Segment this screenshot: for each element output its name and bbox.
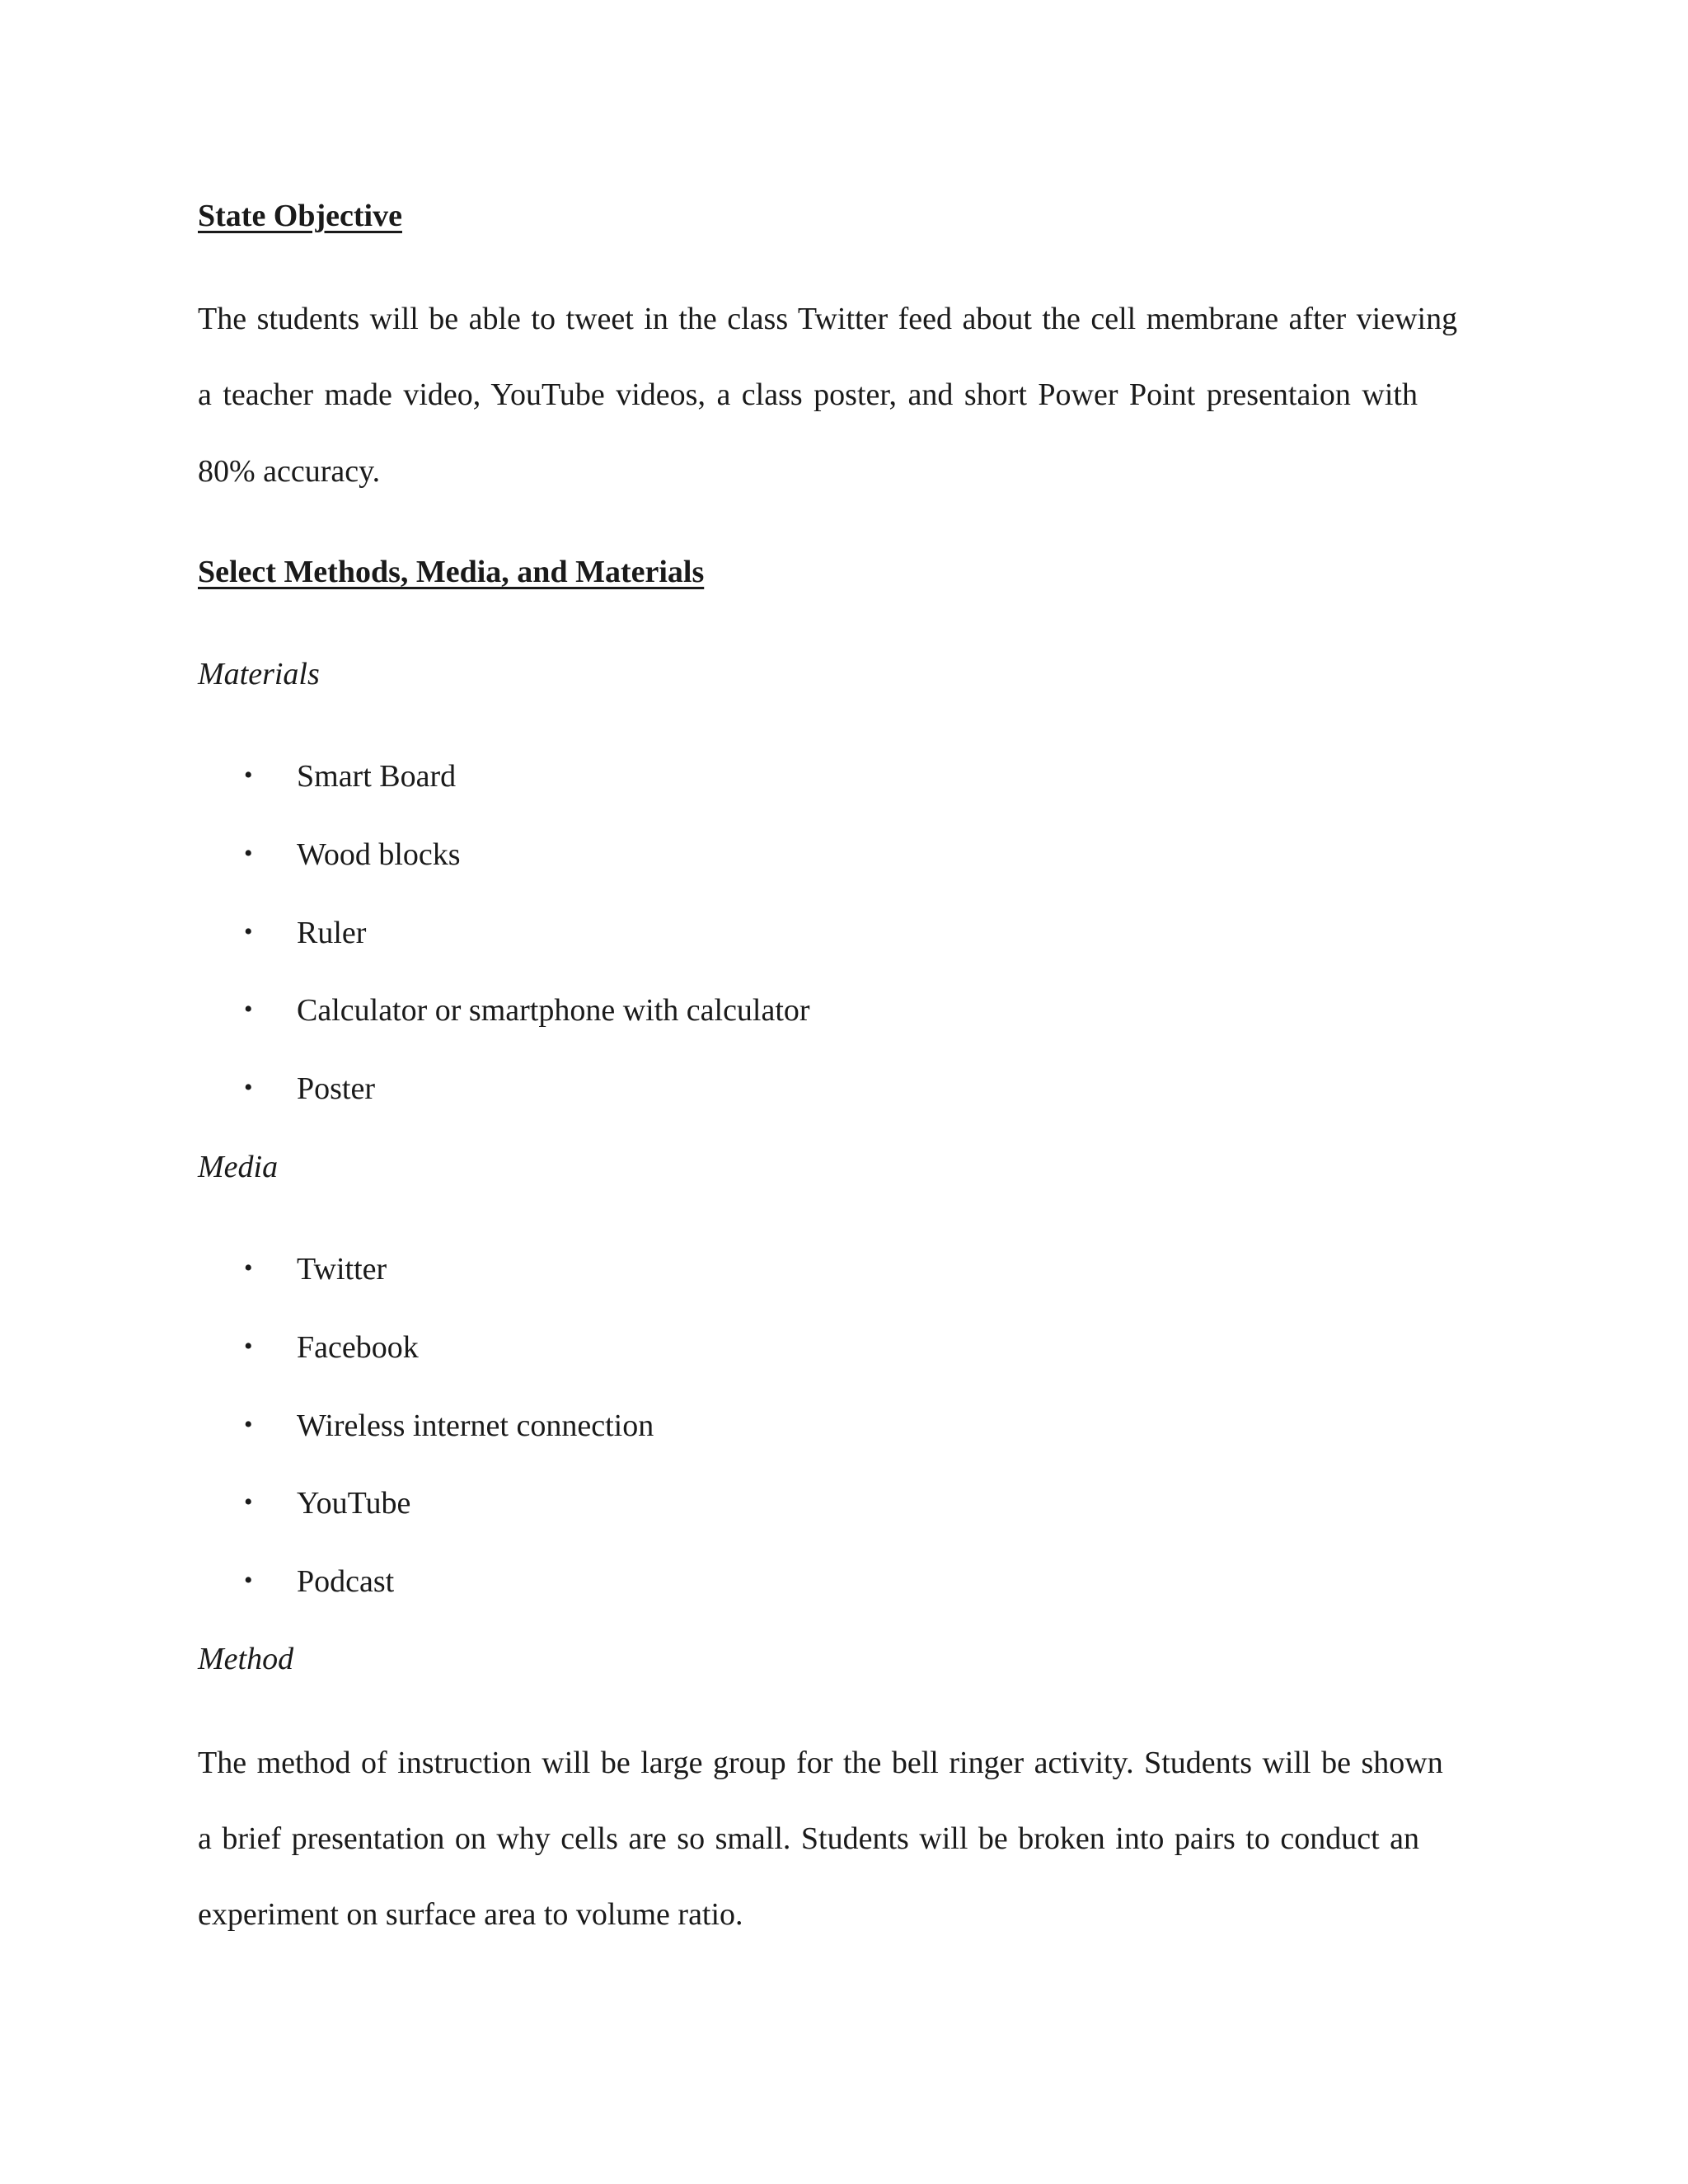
bullet-icon: • xyxy=(244,840,253,867)
list-item: Podcast xyxy=(297,1564,395,1599)
method-subheading: Method xyxy=(198,1642,294,1676)
list-item: Ruler xyxy=(297,916,367,950)
method-line-3: experiment on surface area to volume ratio. xyxy=(198,1897,743,1932)
list-item: Calculator or smartphone with calculator xyxy=(297,993,810,1028)
list-item: Wireless internet connection xyxy=(297,1408,654,1443)
bullet-icon: • xyxy=(244,1074,253,1101)
media-subheading: Media xyxy=(198,1150,279,1184)
bullet-icon: • xyxy=(244,918,253,945)
method-line-1: The method of instruction will be large group for the bell ringer activity. Students will be shown xyxy=(198,1746,1443,1780)
list-item: Facebook xyxy=(297,1330,419,1365)
objective-line-3: 80% accuracy. xyxy=(198,454,381,489)
materials-subheading: Materials xyxy=(198,657,320,691)
bullet-icon: • xyxy=(244,996,253,1023)
bullet-icon: • xyxy=(244,1254,253,1282)
state-objective-heading: State Objective xyxy=(198,199,402,233)
list-item: Twitter xyxy=(297,1252,387,1286)
list-item: Wood blocks xyxy=(297,837,461,872)
objective-line-1: The students will be able to tweet in the class Twitter feed about the cell membrane after viewing xyxy=(198,302,1458,336)
bullet-icon: • xyxy=(244,1488,253,1516)
methods-media-materials-heading: Select Methods, Media, and Materials xyxy=(198,555,705,589)
bullet-icon: • xyxy=(244,1567,253,1594)
bullet-icon: • xyxy=(244,1333,253,1360)
list-item: Poster xyxy=(297,1071,375,1106)
objective-line-2: a teacher made video, YouTube videos, a class poster, and short Power Point presentaion with xyxy=(198,377,1418,412)
bullet-icon: • xyxy=(244,762,253,789)
method-line-2: a brief presentation on why cells are so small. Students will be broken into pairs to conduct an xyxy=(198,1821,1419,1856)
list-item: Smart Board xyxy=(297,759,457,794)
list-item: YouTube xyxy=(297,1486,411,1521)
bullet-icon: • xyxy=(244,1411,253,1438)
